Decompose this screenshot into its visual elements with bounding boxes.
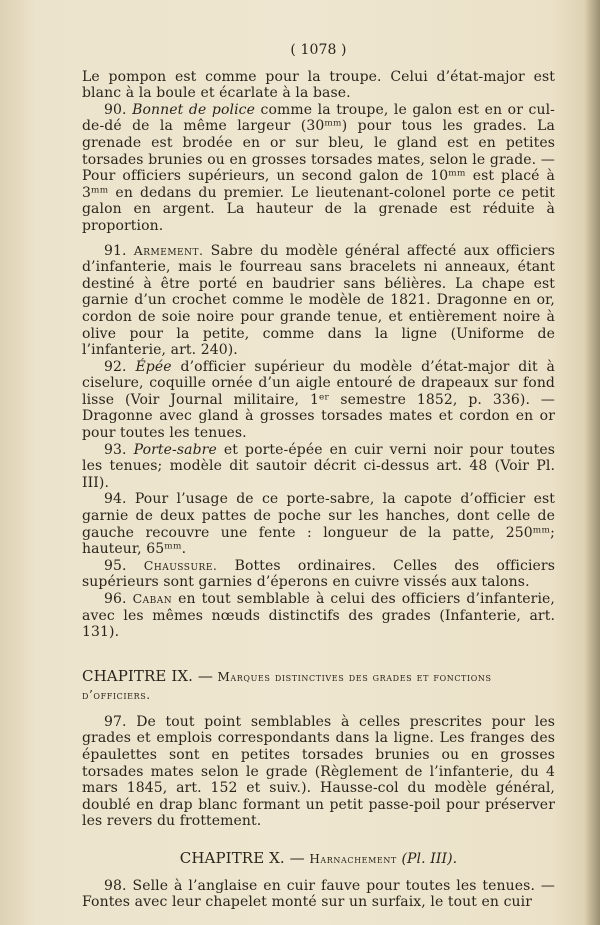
paragraph-93 (82, 442, 555, 492)
paragraph-text: d’officier supérieur du modèle d’état-major dit à ciselure, coquille ornée d’un aigle entouré de drapeaux sur fond lisse (Voir Journal militaire, 1ᵉʳ semestre 1852, p. 336). — Dragonne avec gland à grosses torsades mates et cordon en or pour toutes les tenues. (82, 358, 556, 442)
paragraph-97 (82, 714, 555, 830)
paragraph-number: 92. (104, 358, 127, 375)
chapter-subtitle: Marques distinctives des grades et fonctions d’officiers. (82, 669, 492, 702)
paragraph-lead: Bonnet de police (132, 101, 255, 118)
paragraph-95 (82, 558, 555, 591)
chapter-subtitle: Harnachement (309, 851, 397, 866)
paragraph-96 (82, 591, 555, 641)
paragraph-text: Selle à l’anglaise en cuir fauve pour toutes les tenues. — Fontes avec leur chapelet monté sur un surfaix, le tout en cuir (82, 877, 556, 911)
paragraph-number: 90. (104, 101, 127, 118)
paragraph-text: De tout point semblables à celles prescrites pour les grades et emplois correspondants dans la ligne. Les franges des épaulettes sont en petites torsades brunies ou en grosses torsades mates selon le grade (Règlement de l’infanterie, du 4 mars 1845, art. 152 et suiv.). Hausse-col du modèle général, doublé en drap blanc formant un petit passe-poil pour préserver les revers du frottement. (82, 713, 555, 830)
paragraph-number: 91. (104, 242, 127, 259)
page-text-block (82, 42, 555, 911)
paragraph-pompon (82, 69, 555, 102)
paragraph-94 (82, 491, 555, 557)
paragraph-text: et porte-épée en cuir verni noir pour toutes les tenues; modèle dit sautoir décrit ci-dessus art. 48 (Voir Pl. III). (82, 441, 555, 491)
paragraph-lead: Porte-sabre (133, 441, 217, 458)
paragraph-92 (82, 359, 555, 442)
paragraph-text: comme la troupe, le galon est en or cul-de-dé de la même largeur (30ᵐᵐ) pour tous les grades. La grenade est brodée en or sur bleu, le gland est en petites torsades brunies ou en grosses torsades mates, selon le grade. — Pour officiers supérieurs, un second galon de 10ᵐᵐ est placé à 3ᵐᵐ en dedans du premier. Le lieutenant-colonel porte ce petit galon en argent. La hauteur de la grenade est réduite à proportion. (82, 101, 555, 234)
paragraph-number: 94. (104, 491, 127, 508)
paragraph-90 (82, 102, 555, 235)
paragraph-number: 96. (104, 591, 127, 607)
page-spine-shadow (584, 0, 600, 925)
paragraph-91 (82, 243, 555, 359)
page-number: ( 1078 ) (290, 42, 347, 58)
paragraph-text: Bottes ordinaires. Celles des officiers supérieurs sont garnies d’éperons en cuivre vissés aux talons. (82, 557, 555, 591)
chapter-reference: (Pl. III). (401, 850, 458, 867)
paragraph-number: 93. (104, 441, 127, 458)
paragraph-text: en tout semblable à celui des officiers d’infanterie, avec les mêmes nœuds distinctifs des grades (Infanterie, art. 131). (82, 591, 555, 641)
chapter-title: CHAPITRE IX. — (82, 666, 213, 685)
chapter-10-heading (82, 850, 555, 868)
paragraph-number: 97. (104, 713, 127, 730)
paragraph-98 (82, 878, 555, 911)
chapter-title: CHAPITRE X. — (179, 848, 305, 867)
paragraph-text: Sabre du modèle général affecté aux officiers d’infanterie, mais le fourreau sans bracelets ni anneaux, étant destiné à être porté en baudrier sans bélières. La chape est garnie d’un crochet comme le modèle de 1821. Dragonne en or, cordon de soie noire pour grande tenue, et entièrement noire à olive pour la petite, comme dans la ligne (Uniforme de l’infanterie, art. 240). (82, 242, 555, 359)
paragraph-lead: Chaussure. (143, 557, 218, 573)
paragraph-lead: Caban (132, 591, 173, 606)
paragraph-text: Le pompon est comme pour la troupe. Celui d’état-major est blanc à la boule et écarlate à la base. (82, 68, 555, 102)
paragraph-lead: Armement. (133, 242, 204, 258)
paragraph-number: 95. (104, 557, 127, 574)
paragraph-text: Pour l’usage de ce porte-sabre, la capote d’officier est garnie de deux pattes de poche sur les hanches, dont celle de gauche recouvre une fente : longueur de la patte, 250ᵐᵐ; hauteur, 65ᵐᵐ. (82, 491, 555, 558)
chapter-9-heading (82, 667, 555, 704)
paragraph-number: 98. (104, 877, 127, 894)
paragraph-lead: Épée (135, 358, 172, 375)
